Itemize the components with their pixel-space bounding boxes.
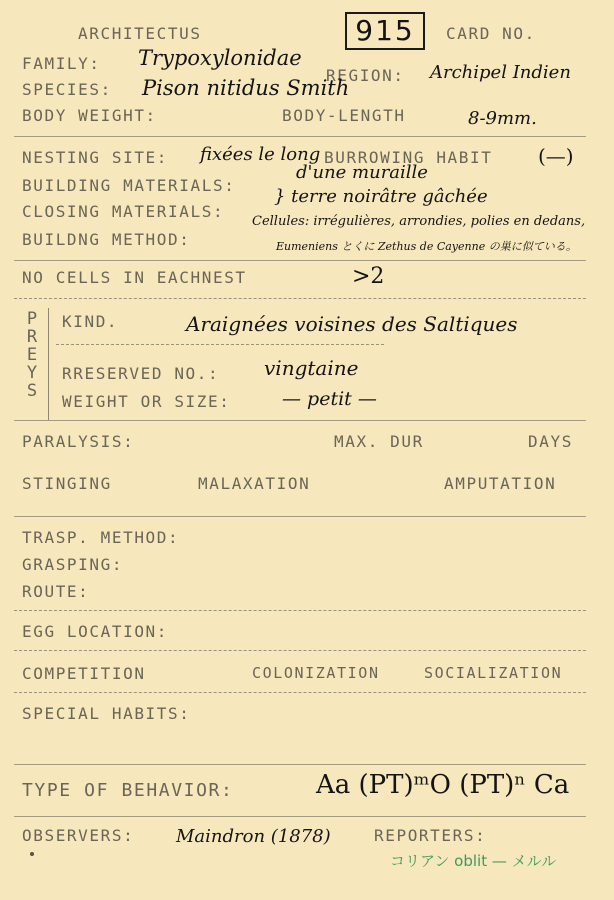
region-label: REGION: — [326, 66, 405, 85]
egg-location-label: EGG LOCATION: — [22, 622, 169, 641]
burrowing-habit-value: (—) — [538, 144, 574, 168]
building-method-label: BUILDNG METHOD: — [22, 230, 191, 249]
preys-bracket — [48, 308, 49, 420]
days-label: DAYS — [528, 432, 573, 451]
genus-heading: ARCHITECTUS — [78, 24, 202, 43]
malaxation-label: MALAXATION — [198, 474, 311, 493]
divider — [14, 298, 586, 299]
card-number-box: 915 — [345, 12, 425, 50]
stinging-label: STINGING — [22, 474, 112, 493]
weight-or-size-value: — petit — — [282, 388, 377, 410]
kind-value: Araignées voisines des Saltiques — [186, 312, 518, 336]
nesting-site-value-1: fixées le long — [200, 144, 321, 165]
materials-value: } terre noirâtre gâchée — [274, 186, 488, 207]
divider — [14, 692, 586, 693]
divider — [14, 816, 586, 817]
divider — [14, 650, 586, 651]
trasp-method-label: TRASP. METHOD: — [22, 528, 180, 547]
divider — [14, 610, 586, 611]
weight-or-size-label: WEIGHT OR SIZE: — [62, 392, 231, 411]
body-weight-label: BODY WEIGHT: — [22, 106, 157, 125]
family-label: FAMILY: — [22, 54, 101, 73]
punch-mark — [30, 852, 34, 856]
behavior-formula: Aa (PT)ᵐO (PT)ⁿ Ca — [316, 770, 570, 800]
building-materials-label: BUILDING MATERIALS: — [22, 176, 236, 195]
divider — [14, 136, 586, 137]
no-cells-label: NO CELLS IN EACHNEST — [22, 268, 247, 287]
body-length-label: BODY-LENGTH — [282, 106, 406, 125]
divider — [56, 344, 384, 345]
max-dur-label: MAX. DUR — [334, 432, 424, 451]
burrowing-habit-label: BURROWING HABIT — [324, 148, 493, 167]
reporters-label: REPORTERS: — [374, 826, 487, 845]
nesting-site-value-2: d'une muraille — [296, 162, 428, 183]
grasping-label: GRASPING: — [22, 555, 124, 574]
body-length-value: 8-9mm. — [468, 108, 537, 129]
preserved-no-label: RRESERVED NO.: — [62, 364, 220, 383]
type-of-behavior-label: TYPE OF BEHAVIOR: — [22, 780, 234, 801]
amputation-label: AMPUTATION — [444, 474, 557, 493]
divider — [14, 764, 586, 765]
divider — [14, 516, 586, 517]
species-value: Pison nitidus Smith — [142, 76, 350, 100]
nesting-site-label: NESTING SITE: — [22, 148, 169, 167]
no-cells-value: >2 — [352, 264, 385, 289]
competition-label: COMPETITION — [22, 664, 146, 683]
colonization-label: COLONIZATION — [252, 664, 380, 682]
region-value: Archipel Indien — [430, 62, 571, 83]
divider — [14, 260, 586, 261]
preys-vertical-label: P R E Y S — [26, 309, 38, 401]
preserved-no-value: vingtaine — [264, 356, 359, 380]
closing-materials-label: CLOSING MATERIALS: — [22, 202, 225, 221]
species-label: SPECIES: — [22, 80, 112, 99]
kind-label: KIND. — [62, 312, 119, 331]
observers-label: OBSERVERS: — [22, 826, 135, 845]
reporters-value: コリアン oblit — メルル — [390, 852, 557, 870]
divider — [14, 420, 586, 421]
family-value: Trypoxylonidae — [138, 46, 302, 70]
special-habits-label: SPECIAL HABITS: — [22, 704, 191, 723]
paralysis-label: PARALYSIS: — [22, 432, 135, 451]
building-method-value-2: Eumeniens とくに Zethus de Cayenne の巣に似ている。 — [276, 240, 577, 253]
socialization-label: SOCIALIZATION — [424, 664, 563, 682]
route-label: ROUTE: — [22, 582, 90, 601]
observers-value: Maindron (1878) — [176, 826, 331, 847]
card-no-label: CARD NO. — [446, 24, 536, 43]
building-method-value-1: Cellules: irrégulières, arrondies, polies en dedans, — [252, 214, 586, 229]
